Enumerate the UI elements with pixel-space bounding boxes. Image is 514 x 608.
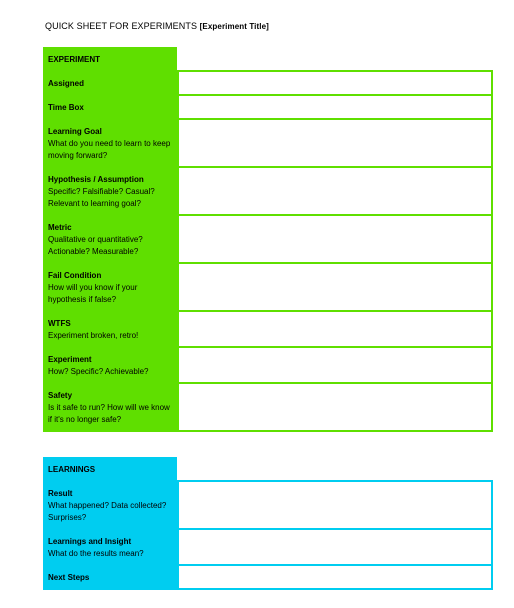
- row-title: Hypothesis / Assumption: [48, 175, 144, 184]
- row-title: Fail Condition: [48, 271, 102, 280]
- row-label: [43, 264, 177, 312]
- row-learning-goal: [43, 120, 493, 168]
- row-label: [43, 482, 177, 530]
- row-label: [43, 120, 177, 168]
- row-title: WTFS: [48, 319, 71, 328]
- wtfs-input-cell[interactable]: [177, 312, 493, 348]
- row-label: [43, 530, 177, 566]
- row-result: [43, 482, 493, 530]
- row-description: How will you know if your hypothesis if false?: [48, 283, 138, 304]
- row-label: [43, 72, 177, 96]
- row-description: Is it safe to run? How will we know if it's no longer safe?: [48, 403, 170, 424]
- row-label: [43, 384, 177, 432]
- row-label: [43, 96, 177, 120]
- assigned-input-cell[interactable]: [177, 72, 493, 96]
- row-title: Metric: [48, 223, 72, 232]
- experiment-header-row: [43, 47, 493, 72]
- row-label: [43, 312, 177, 348]
- experiment-title-placeholder[interactable]: [Experiment Title]: [199, 22, 269, 31]
- row-learnings-insight: [43, 530, 493, 566]
- learnings-header-row: [43, 457, 493, 482]
- row-description: Experiment broken, retro!: [48, 331, 139, 340]
- metric-input-cell[interactable]: [177, 216, 493, 264]
- next-steps-input-cell[interactable]: [177, 566, 493, 590]
- row-description: How? Specific? Achievable?: [48, 367, 149, 376]
- learnings-table: [43, 457, 493, 590]
- row-title: Result: [48, 489, 73, 498]
- row-title: Time Box: [48, 103, 84, 112]
- row-title: Learnings and Insight: [48, 537, 132, 546]
- row-wtfs: [43, 312, 493, 348]
- row-title: Learning Goal: [48, 127, 102, 136]
- row-description: Qualitative or quantitative? Actionable? Measurable?: [48, 235, 143, 256]
- fail-condition-input-cell[interactable]: [177, 264, 493, 312]
- learning-goal-input-cell[interactable]: [177, 120, 493, 168]
- row-experiment: [43, 348, 493, 384]
- row-description: What happened? Data collected? Surprises?: [48, 501, 167, 522]
- row-title: Experiment: [48, 355, 92, 364]
- row-assigned: [43, 72, 493, 96]
- page-title-text: QUICK SHEET FOR EXPERIMENTS: [45, 21, 198, 31]
- row-description: What do the results mean?: [48, 549, 144, 558]
- row-title: Safety: [48, 391, 73, 400]
- learnings-heading: LEARNINGS: [43, 457, 177, 482]
- row-time-box: [43, 96, 493, 120]
- experiment-heading: EXPERIMENT: [43, 47, 177, 72]
- page-title: [45, 21, 269, 31]
- row-title: Assigned: [48, 79, 85, 88]
- experiment-table: [43, 47, 493, 432]
- row-label: [43, 348, 177, 384]
- experiment-input-cell[interactable]: [177, 348, 493, 384]
- time-box-input-cell[interactable]: [177, 96, 493, 120]
- row-label: [43, 566, 177, 590]
- learnings-insight-input-cell[interactable]: [177, 530, 493, 566]
- experiment-header-spacer: [177, 47, 493, 72]
- row-hypothesis: [43, 168, 493, 216]
- hypothesis-input-cell[interactable]: [177, 168, 493, 216]
- learnings-header-spacer: [177, 457, 493, 482]
- safety-input-cell[interactable]: [177, 384, 493, 432]
- result-input-cell[interactable]: [177, 482, 493, 530]
- row-fail-condition: [43, 264, 493, 312]
- row-title: Next Steps: [48, 573, 90, 582]
- row-description: What do you need to learn to keep moving forward?: [48, 139, 171, 160]
- row-next-steps: [43, 566, 493, 590]
- row-label: [43, 216, 177, 264]
- row-metric: [43, 216, 493, 264]
- row-safety: [43, 384, 493, 432]
- row-description: Specific? Falsifiable? Casual? Relevant to learning goal?: [48, 187, 155, 208]
- row-label: [43, 168, 177, 216]
